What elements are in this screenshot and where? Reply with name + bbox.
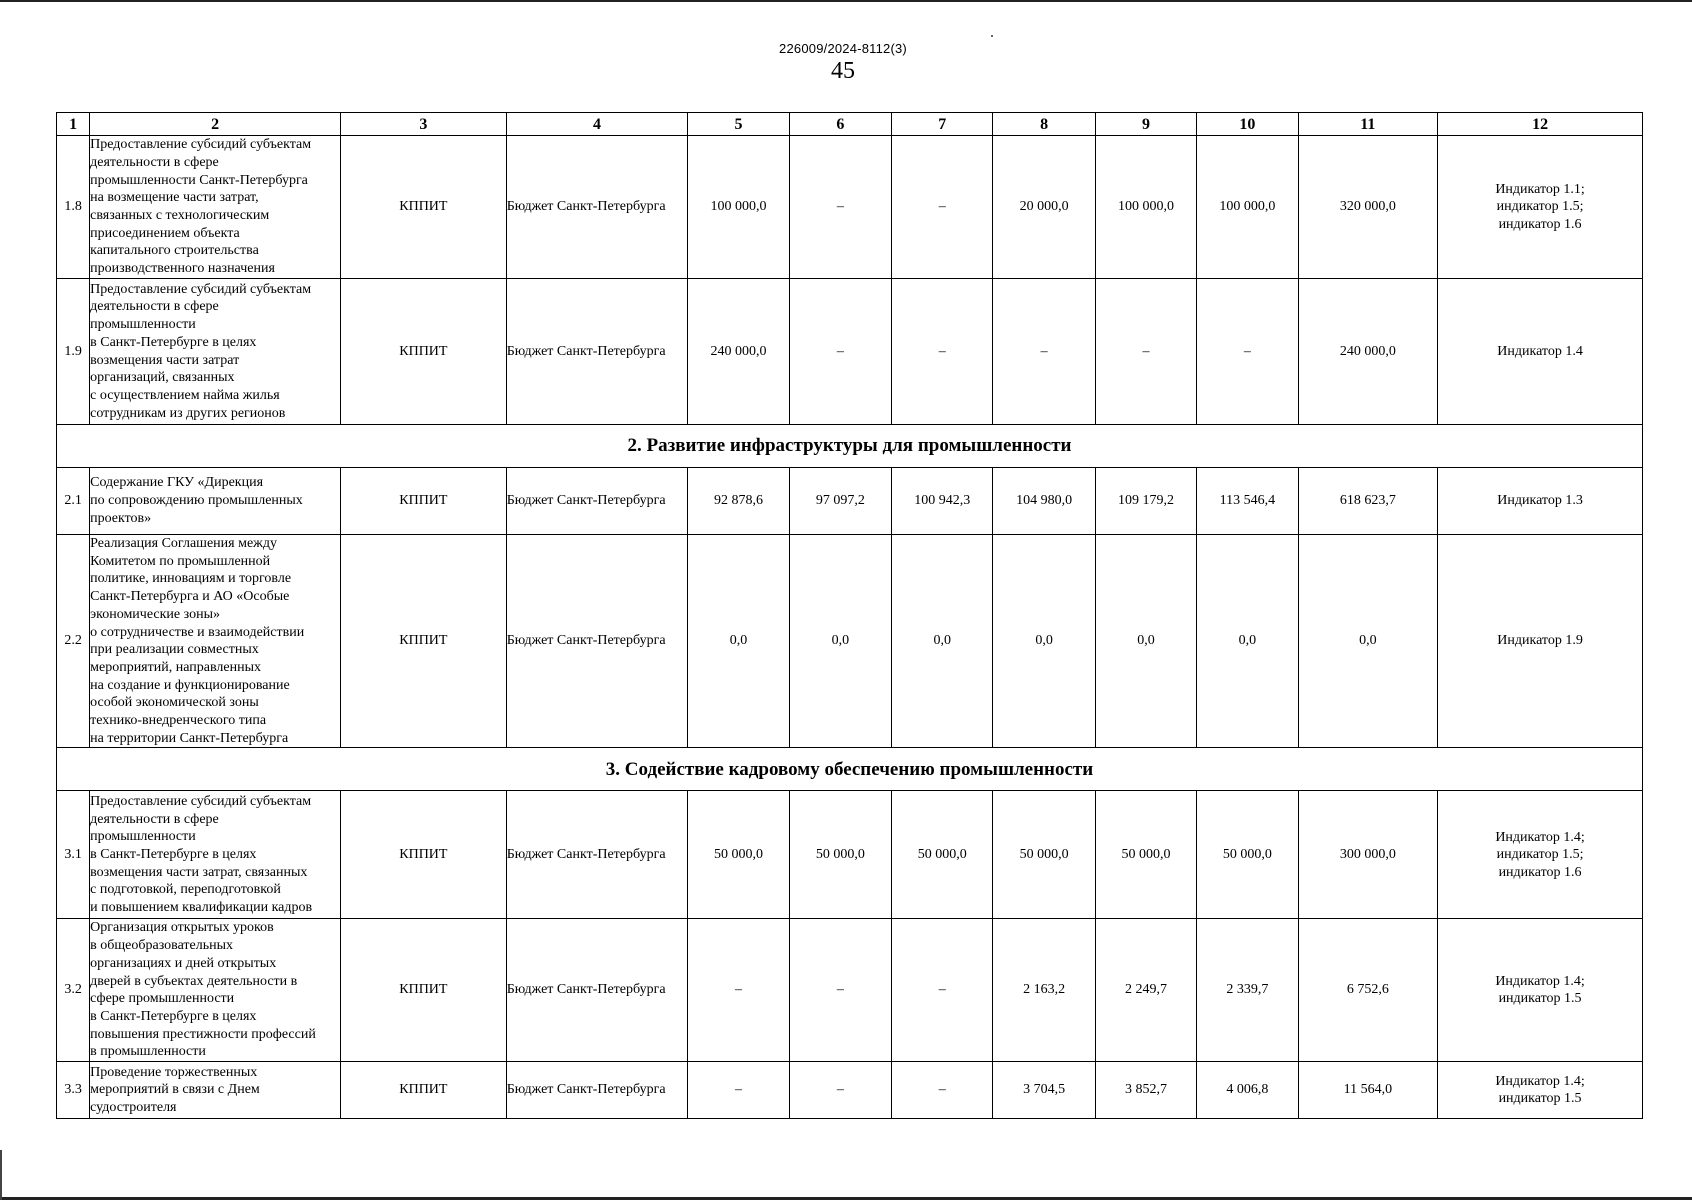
funding-amount-cell: 50 000,0 — [993, 791, 1095, 919]
activity-name-line: промышленности Санкт-Петербурга — [90, 172, 308, 188]
activity-name-line: мероприятий, направленных — [90, 659, 261, 675]
column-header: 10 — [1197, 113, 1298, 136]
activity-name-line: Содержание ГКУ «Дирекция — [90, 475, 264, 491]
funding-amount-cell: 11 564,0 — [1298, 1062, 1438, 1119]
activity-name — [90, 791, 341, 919]
activity-name-line: на территории Санкт-Петербурга — [90, 730, 289, 746]
funding-amount-cell: 300 000,0 — [1298, 791, 1438, 919]
funding-amount-cell: – — [688, 1062, 789, 1119]
activity-name-line: проектов» — [90, 510, 152, 526]
funding-source-cell: Бюджет Санкт-Петербурга — [506, 791, 688, 919]
activity-name-line: судостроителя — [90, 1099, 177, 1115]
funding-amount-cell: – — [1095, 279, 1196, 425]
column-header: 11 — [1298, 113, 1438, 136]
table-row — [57, 1062, 1643, 1119]
indicator-cell — [1438, 279, 1643, 425]
indicator-line: индикатор 1.5; — [1496, 847, 1584, 863]
funding-amount-cell: 0,0 — [892, 535, 993, 748]
funding-amount-cell: 50 000,0 — [892, 791, 993, 919]
column-header: 4 — [506, 113, 688, 136]
funding-amount-cell: 50 000,0 — [1095, 791, 1196, 919]
activity-name-line: Реализация Соглашения между — [90, 536, 277, 551]
activity-name — [90, 136, 341, 279]
funding-amount-cell: 50 000,0 — [789, 791, 891, 919]
column-header: 1 — [57, 113, 90, 136]
funding-amount-cell: 92 878,6 — [688, 468, 789, 535]
funding-amount-cell: 50 000,0 — [688, 791, 789, 919]
activity-name-line: политике, инновациям и торговле — [90, 571, 292, 587]
indicator-cell — [1438, 919, 1643, 1062]
funding-amount-cell: 4 006,8 — [1197, 1062, 1298, 1119]
activity-name-line: связанных с технологическим — [90, 208, 270, 223]
activity-name-line: при реализации совместных — [90, 642, 259, 658]
funding-amount-cell: – — [993, 279, 1095, 425]
activity-name-line: Комитетом по промышленной — [90, 553, 271, 569]
indicator-line: Индикатор 1.4; — [1495, 1073, 1585, 1089]
executor-cell: КППИТ — [341, 1062, 507, 1119]
table-body — [57, 113, 1643, 1119]
activity-name — [90, 279, 341, 425]
activity-name-line: в Санкт-Петербурге в целях — [90, 1008, 257, 1024]
activity-name-line: Организация открытых уроков — [90, 920, 274, 936]
funding-source-cell: Бюджет Санкт-Петербурга — [506, 1062, 688, 1119]
column-header: 5 — [688, 113, 789, 136]
activity-name-line: возмещения части затрат — [90, 352, 240, 368]
indicator-cell — [1438, 468, 1643, 535]
activity-name-line: и повышением квалификации кадров — [90, 900, 313, 916]
executor-cell: КППИТ — [341, 279, 507, 425]
executor-cell: КППИТ — [341, 791, 507, 919]
activity-name-line: о сотрудничестве и взаимодействии — [90, 624, 305, 640]
activity-name-line: Предоставление субсидий субъектам — [90, 281, 312, 297]
activity-name-line: по сопровождению промышленных — [90, 493, 303, 509]
indicator-cell — [1438, 791, 1643, 919]
indicator-cell — [1438, 535, 1643, 748]
funding-amount-cell: 100 000,0 — [1197, 136, 1298, 279]
funding-amount-cell: 0,0 — [1095, 535, 1196, 748]
indicator-line: Индикатор 1.4; — [1495, 829, 1585, 845]
activity-name — [90, 535, 341, 748]
activity-name-line: деятельности в сфере — [90, 154, 219, 170]
funding-amount-cell: 20 000,0 — [993, 136, 1095, 279]
funding-amount-cell: 320 000,0 — [1298, 136, 1438, 279]
activity-name-line: капитального строительства — [90, 243, 259, 259]
column-header: 3 — [341, 113, 507, 136]
executor-cell: КППИТ — [341, 535, 507, 748]
table-row — [57, 919, 1643, 1062]
indicator-line: индикатор 1.5 — [1498, 1091, 1582, 1107]
funding-amount-cell: 240 000,0 — [688, 279, 789, 425]
table-row — [57, 279, 1643, 425]
funding-source-cell: Бюджет Санкт-Петербурга — [506, 919, 688, 1062]
activity-name-line: в Санкт-Петербурге в целях — [90, 847, 257, 863]
funding-amount-cell: 2 339,7 — [1197, 919, 1298, 1062]
funding-amount-cell: 113 546,4 — [1197, 468, 1298, 535]
activity-name-line: промышленности — [90, 317, 196, 333]
indicator-line: индикатор 1.5 — [1498, 991, 1582, 1007]
row-number: 3.1 — [57, 791, 90, 919]
activity-name-line: на создание и функционирование — [90, 677, 290, 693]
funding-amount-cell: 3 704,5 — [993, 1062, 1095, 1119]
scan-speck — [991, 35, 993, 37]
indicator-line: индикатор 1.6 — [1498, 864, 1582, 880]
funding-amount-cell: 50 000,0 — [1197, 791, 1298, 919]
funding-source-cell: Бюджет Санкт-Петербурга — [506, 468, 688, 535]
activity-name-line: присоединением объекта — [90, 225, 240, 241]
activity-name-line: в общеобразовательных — [90, 938, 234, 954]
funding-amount-cell: – — [1197, 279, 1298, 425]
funding-amount-cell: 0,0 — [789, 535, 891, 748]
column-header: 9 — [1095, 113, 1196, 136]
activity-name-line: Проведение торжественных — [90, 1064, 258, 1080]
indicator-cell — [1438, 136, 1643, 279]
program-activities-table — [56, 112, 1643, 1119]
funding-amount-cell: 0,0 — [993, 535, 1095, 748]
funding-amount-cell: – — [892, 279, 993, 425]
section-title: 3. Содействие кадровому обеспечению промышленности — [57, 748, 1643, 791]
activity-name-line: мероприятий в связи с Днем — [90, 1082, 260, 1098]
funding-amount-cell: 2 249,7 — [1095, 919, 1196, 1062]
activity-name — [90, 919, 341, 1062]
funding-source-cell: Бюджет Санкт-Петербурга — [506, 279, 688, 425]
activity-name-line: в промышленности — [90, 1044, 206, 1060]
activity-name-line: повышения престижности профессий — [90, 1026, 316, 1042]
column-number-row — [57, 113, 1643, 136]
section-row — [57, 748, 1643, 791]
activity-name-line: организаций, связанных — [90, 370, 235, 386]
funding-amount-cell: 3 852,7 — [1095, 1062, 1196, 1119]
funding-amount-cell: 109 179,2 — [1095, 468, 1196, 535]
funding-amount-cell: 0,0 — [688, 535, 789, 748]
activity-name — [90, 468, 341, 535]
column-header: 8 — [993, 113, 1095, 136]
funding-amount-cell: 2 163,2 — [993, 919, 1095, 1062]
activity-name-line: дверей в субъектах деятельности в — [90, 973, 298, 989]
funding-amount-cell: – — [892, 919, 993, 1062]
indicator-line: Индикатор 1.1; — [1495, 181, 1585, 197]
row-number: 1.9 — [57, 279, 90, 425]
activity-name-line: технико-внедренческого типа — [90, 713, 267, 729]
activity-name-line: Предоставление субсидий субъектам — [90, 137, 312, 153]
funding-amount-cell: 100 000,0 — [1095, 136, 1196, 279]
indicator-line: индикатор 1.6 — [1498, 216, 1582, 232]
funding-amount-cell: 100 942,3 — [892, 468, 993, 535]
indicator-line: индикатор 1.5; — [1496, 199, 1584, 215]
funding-amount-cell: – — [789, 1062, 891, 1119]
row-number: 2.2 — [57, 535, 90, 748]
activity-name-line: возмещения части затрат, связанных — [90, 864, 308, 880]
indicator-line: Индикатор 1.4; — [1495, 973, 1585, 989]
activity-name-line: сфере промышленности — [90, 991, 235, 1007]
table-row — [57, 468, 1643, 535]
funding-amount-cell: 100 000,0 — [688, 136, 789, 279]
row-number: 1.8 — [57, 136, 90, 279]
column-header: 7 — [892, 113, 993, 136]
top-scan-edge — [0, 0, 1692, 2]
activity-name-line: сотрудникам из других регионов — [90, 405, 286, 421]
section-row — [57, 425, 1643, 468]
funding-amount-cell: – — [789, 279, 891, 425]
activity-name-line: Санкт-Петербурга и АО «Особые — [90, 589, 290, 605]
section-title: 2. Развитие инфраструктуры для промышленности — [57, 425, 1643, 468]
activity-name-line: особой экономической зоны — [90, 695, 259, 711]
activity-name-line: Предоставление субсидий субъектам — [90, 793, 312, 809]
funding-amount-cell: 0,0 — [1298, 535, 1438, 748]
funding-amount-cell: – — [892, 136, 993, 279]
funding-amount-cell: 240 000,0 — [1298, 279, 1438, 425]
indicator-line: Индикатор 1.9 — [1497, 633, 1583, 649]
activity-name — [90, 1062, 341, 1119]
funding-amount-cell: – — [789, 919, 891, 1062]
funding-amount-cell: – — [688, 919, 789, 1062]
funding-amount-cell: 97 097,2 — [789, 468, 891, 535]
indicator-line: Индикатор 1.3 — [1497, 493, 1583, 509]
funding-source-cell: Бюджет Санкт-Петербурга — [506, 136, 688, 279]
table-row — [57, 535, 1643, 748]
page-number: 45 — [831, 58, 855, 84]
activity-name-line: производственного назначения — [90, 261, 275, 277]
column-header: 12 — [1438, 113, 1643, 136]
indicator-cell — [1438, 1062, 1643, 1119]
funding-amount-cell: 618 623,7 — [1298, 468, 1438, 535]
activity-name-line: с осуществлением найма жилья — [90, 387, 280, 403]
activity-name-line: с подготовкой, переподготовкой — [90, 882, 281, 898]
indicator-line: Индикатор 1.4 — [1497, 343, 1583, 359]
activity-name-line: деятельности в сфере — [90, 811, 219, 827]
table-row — [57, 791, 1643, 919]
row-number: 3.3 — [57, 1062, 90, 1119]
executor-cell: КППИТ — [341, 136, 507, 279]
funding-amount-cell: 104 980,0 — [993, 468, 1095, 535]
left-scan-edge — [0, 1150, 2, 1200]
activity-name-line: деятельности в сфере — [90, 299, 219, 315]
activity-name-line: промышленности — [90, 829, 196, 845]
funding-amount-cell: 6 752,6 — [1298, 919, 1438, 1062]
column-header: 6 — [789, 113, 891, 136]
activity-name-line: в Санкт-Петербурге в целях — [90, 334, 257, 350]
document-id: 226009/2024-8112(3) — [779, 41, 907, 56]
executor-cell: КППИТ — [341, 468, 507, 535]
row-number: 3.2 — [57, 919, 90, 1062]
row-number: 2.1 — [57, 468, 90, 535]
funding-amount-cell: – — [789, 136, 891, 279]
funding-source-cell: Бюджет Санкт-Петербурга — [506, 535, 688, 748]
column-header: 2 — [90, 113, 341, 136]
activity-name-line: на возмещение части затрат, — [90, 190, 259, 206]
funding-amount-cell: 0,0 — [1197, 535, 1298, 748]
activity-name-line: организациях и дней открытых — [90, 955, 277, 971]
activity-name-line: экономические зоны» — [90, 606, 220, 622]
executor-cell: КППИТ — [341, 919, 507, 1062]
table-row — [57, 136, 1643, 279]
funding-amount-cell: – — [892, 1062, 993, 1119]
